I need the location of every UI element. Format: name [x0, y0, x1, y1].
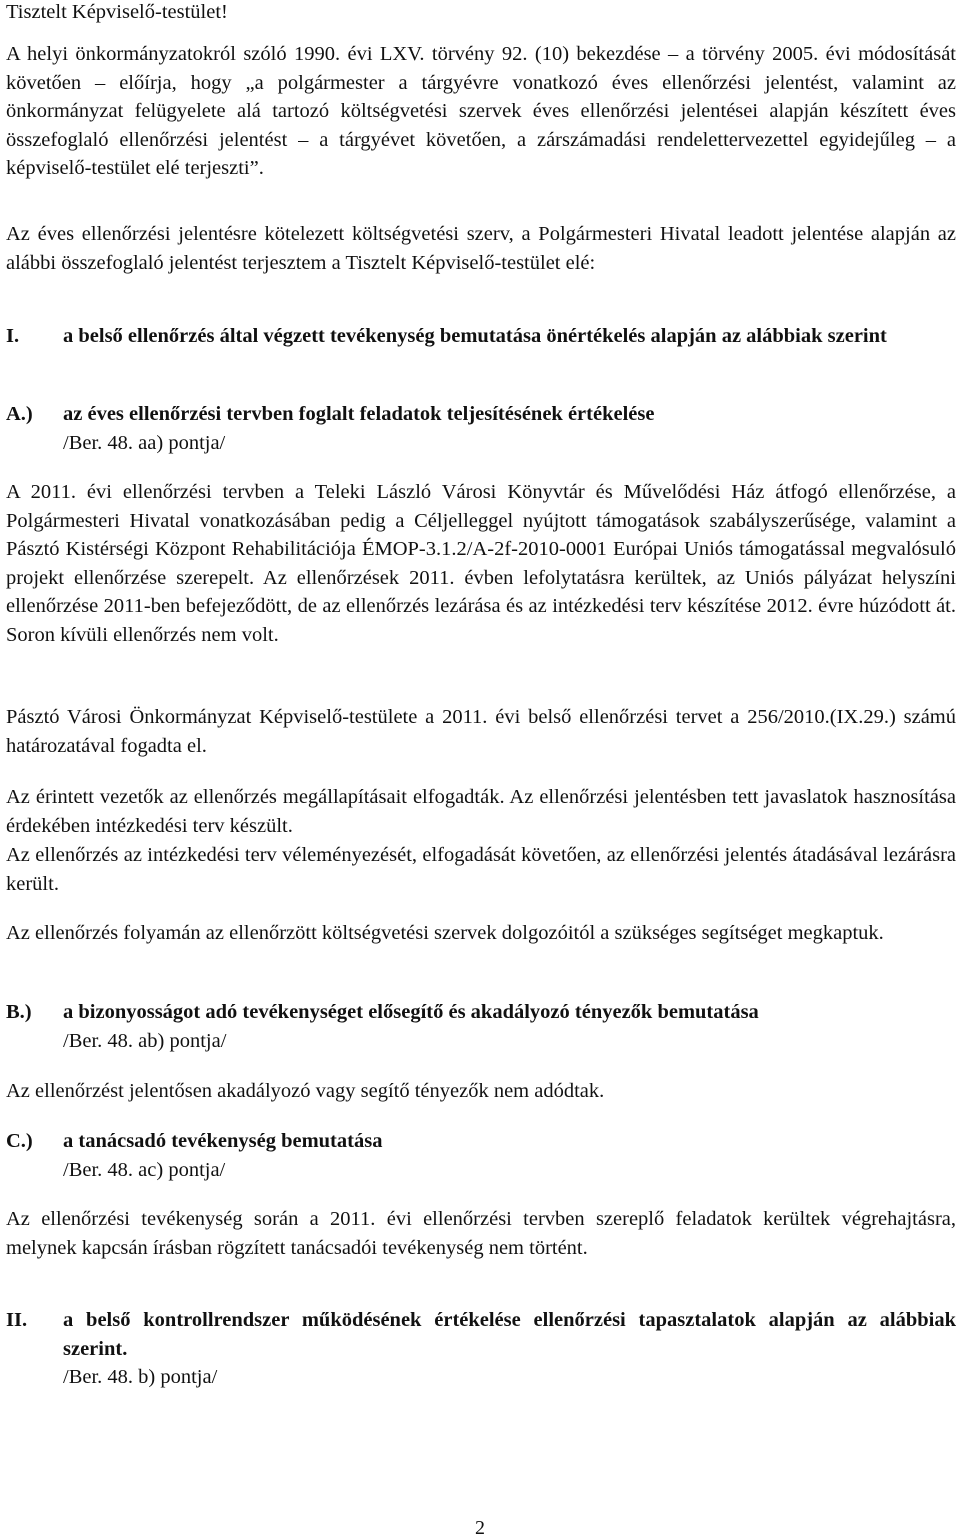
- page-number: 2: [475, 1517, 485, 1539]
- paragraph-accepted: Az érintett vezetők az ellenőrzés megállapításait elfogadták. Az ellenőrzési jelentésben tett javaslatok hasznosítása érdekében intézkedési terv készült.: [6, 786, 956, 837]
- section-number: C.): [6, 1130, 33, 1152]
- salutation: Tisztelt Képviselő-testület!: [6, 1, 228, 23]
- section-number: I.: [6, 325, 20, 347]
- section-title: az éves ellenőrzési tervben foglalt feladatok teljesítésének értékelése: [63, 403, 655, 425]
- section-title: a belső ellenőrzés által végzett tevékenység bemutatása önértékelés alapján az alábbiak szerint: [63, 325, 887, 347]
- section-reference: /Ber. 48. aa) pontja/: [63, 431, 226, 454]
- intro-paragraph: A helyi önkormányzatokról szóló 1990. évi LXV. törvény 92. (10) bekezdése – a törvény 2005. évi módosítását követően – előírja, hogy „a polgármester a tárgyévre vonatkozó éves ellenőrzési jelentést, valamint az önkormányzat felügyelete alá tartozó költségvetési szervek éves ellenőrzési jelentései alapján készített éves összefoglaló ellenőrzési jelentést – a tárgyévet követően, a zárszámadási rendelettervezettel egyidejűleg – a képviselő-testület elé terjeszti”.: [6, 43, 956, 179]
- section-title: a bizonyosságot adó tevékenységet elősegítő és akadályozó tényezők bemutatása: [63, 1001, 759, 1023]
- intro-paragraph-2: Az éves ellenőrzési jelentésre kötelezett költségvetési szerv, a Polgármesteri Hivatal leadott jelentése alapján az alábbi összefoglaló jelentést terjesztem a Tisztelt Képviselő-testület elé:: [6, 223, 956, 274]
- paragraph-2011-plan: A 2011. évi ellenőrzési tervben a Teleki László Városi Könyvtár és Művelődési Ház átfogó ellenőrzése, a Polgármesteri Hivatal vonatkozásában pedig a Céljelleggel nyújtott támogatások szabályszerűsége, valamint a Pásztó Kistérségi Központ Rehabilitációja ÉMOP-3.1.2/A-2f-2010-0001 Európai Uniós támogatással megvalósuló projekt ellenőrzése szerepelt. Az ellenőrzések 2011. évben lefolytatásra kerültek, az Uniós pályázat helyszíni ellenőrzése 2011-ben befejeződött, de az ellenőrzés lezárása és az intézkedési terv készítése 2012. évre húzódott át. Soron kívüli ellenőrzés nem volt.: [6, 481, 956, 646]
- section-title: a tanácsadó tevékenység bemutatása: [63, 1130, 383, 1152]
- section-number: A.): [6, 403, 33, 425]
- section-i-heading: [6, 322, 956, 351]
- section-a-heading: [6, 400, 956, 457]
- paragraph-closed: Az ellenőrzés az intézkedési terv véleményezését, elfogadását követően, az ellenőrzési jelentés átadásával lezárásra került.: [6, 844, 956, 895]
- section-ii-heading: [6, 1306, 956, 1392]
- section-b-heading: [6, 998, 956, 1055]
- section-c-heading: [6, 1127, 956, 1184]
- section-reference: /Ber. 48. b) pontja/: [63, 1366, 218, 1388]
- section-number: II.: [6, 1309, 28, 1331]
- section-title: a belső kontrollrendszer működésének értékelése ellenőrzési tapasztalatok alapján az alábbiak szerint.: [63, 1309, 956, 1360]
- paragraph-advisory: Az ellenőrzési tevékenység során a 2011. évi ellenőrzési tervben szereplő feladatok kerültek végrehajtásra, melynek kapcsán írásban rögzített tanácsadói tevékenység nem történt.: [6, 1208, 956, 1259]
- paragraph-resolution: Pásztó Városi Önkormányzat Képviselő-testülete a 2011. évi belső ellenőrzési tervet a 256/2010.(IX.29.) számú határozatával fogadta el.: [6, 706, 956, 757]
- section-reference: /Ber. 48. ac) pontja/: [63, 1158, 226, 1181]
- paragraph-help: Az ellenőrzés folyamán az ellenőrzött költségvetési szervek dolgozóitól a szükséges segítséget megkaptuk.: [6, 922, 884, 944]
- paragraph-factors: Az ellenőrzést jelentősen akadályozó vagy segítő tényezők nem adódtak.: [6, 1080, 605, 1102]
- section-number: B.): [6, 1001, 32, 1023]
- section-reference: /Ber. 48. ab) pontja/: [63, 1029, 227, 1052]
